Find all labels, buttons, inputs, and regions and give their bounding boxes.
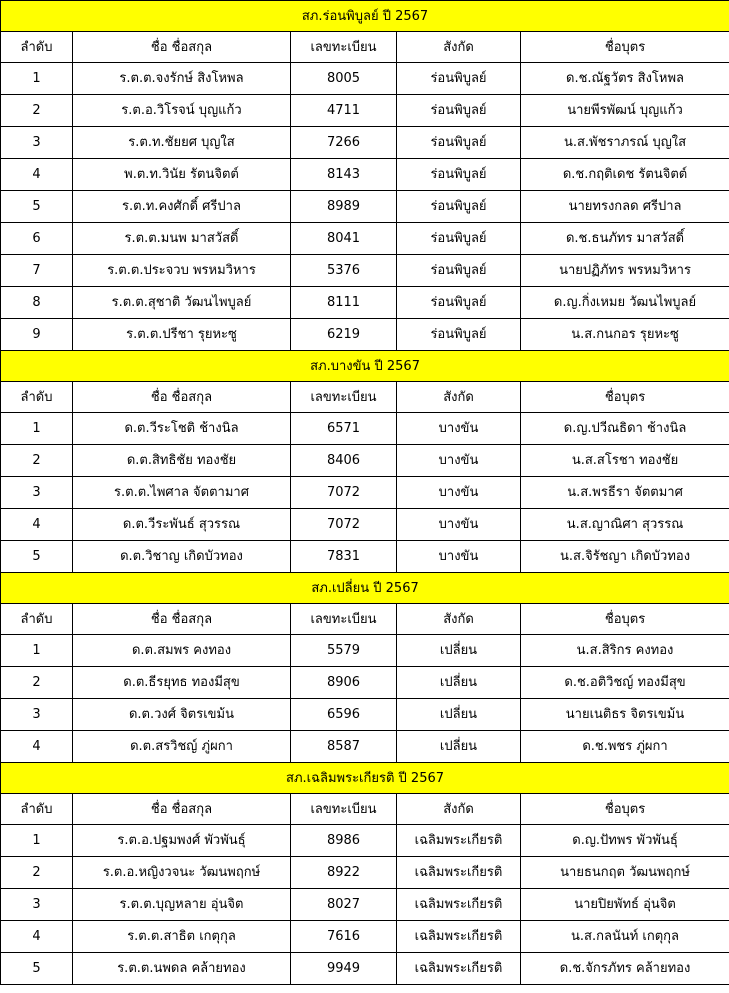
column-header-row	[1, 794, 729, 825]
cell-unit: เฉลิมพระเกียรติ	[397, 921, 521, 953]
cell-child-name: น.ส.พัชราภรณ์ บุญใส	[521, 127, 729, 159]
cell-reg-number: 6219	[291, 319, 397, 351]
column-header-row	[1, 382, 729, 413]
cell-name: ร.ต.อ.ปฐมพงศ์ พัวพันธุ์	[73, 825, 291, 857]
cell-name: ร.ต.ต.สุชาติ วัฒนไพบูลย์	[73, 287, 291, 319]
cell-reg-number: 8587	[291, 731, 397, 763]
table-row	[1, 127, 729, 159]
section-title: สภ.เปลี่ยน ปี 2567	[1, 573, 729, 604]
cell-reg-number: 8906	[291, 667, 397, 699]
cell-child-name: ด.ญ.ปวีณธิดา ช้างนิล	[521, 413, 729, 445]
cell-reg-number: 6596	[291, 699, 397, 731]
table-row	[1, 191, 729, 223]
cell-no: 4	[1, 731, 73, 763]
cell-child-name: น.ส.กลนันท์ เกตุกุล	[521, 921, 729, 953]
cell-reg-number: 7616	[291, 921, 397, 953]
column-header-no: ลำดับ	[1, 32, 73, 63]
cell-child-name: ด.ช.จักรภัทร คล้ายทอง	[521, 953, 729, 985]
cell-unit: บางขัน	[397, 541, 521, 573]
section-header	[1, 1, 729, 32]
cell-reg-number: 7266	[291, 127, 397, 159]
cell-child-name: น.ส.พรธีรา จัตตมาศ	[521, 477, 729, 509]
table-row	[1, 635, 729, 667]
cell-reg-number: 8005	[291, 63, 397, 95]
cell-name: ร.ต.ท.ชัยยศ บุญใส	[73, 127, 291, 159]
table-row	[1, 731, 729, 763]
cell-child-name: นายธนกฤต วัฒนพฤกษ์	[521, 857, 729, 889]
cell-reg-number: 8041	[291, 223, 397, 255]
cell-reg-number: 8143	[291, 159, 397, 191]
cell-name: ด.ต.วีระโชติ ช้างนิล	[73, 413, 291, 445]
cell-reg-number: 8986	[291, 825, 397, 857]
cell-no: 1	[1, 413, 73, 445]
cell-no: 2	[1, 95, 73, 127]
cell-name: ด.ต.วีระพันธ์ สุวรรณ	[73, 509, 291, 541]
column-header-no: ลำดับ	[1, 382, 73, 413]
table-body	[1, 1, 729, 985]
cell-no: 2	[1, 445, 73, 477]
cell-child-name: นายเนติธร จิตรเขม้น	[521, 699, 729, 731]
table-row	[1, 825, 729, 857]
cell-unit: ร่อนพิบูลย์	[397, 127, 521, 159]
cell-name: ร.ต.อ.วิโรจน์ บุญแก้ว	[73, 95, 291, 127]
cell-unit: ร่อนพิบูลย์	[397, 255, 521, 287]
cell-no: 3	[1, 889, 73, 921]
cell-child-name: ด.ช.ณัฐวัตร สิงโหพล	[521, 63, 729, 95]
table-row	[1, 667, 729, 699]
cell-unit: เปลี่ยน	[397, 699, 521, 731]
cell-no: 2	[1, 857, 73, 889]
cell-child-name: ด.ช.กฤติเดช รัตนจิตต์	[521, 159, 729, 191]
section-header	[1, 573, 729, 604]
cell-reg-number: 7072	[291, 509, 397, 541]
section-title: สภ.บางขัน ปี 2567	[1, 351, 729, 382]
cell-name: ด.ต.สิทธิชัย ทองชัย	[73, 445, 291, 477]
cell-child-name: ด.ญ.ปัทพร พัวพันธุ์	[521, 825, 729, 857]
table-row	[1, 477, 729, 509]
cell-reg-number: 5579	[291, 635, 397, 667]
column-header-reg: เลขทะเบียน	[291, 604, 397, 635]
column-header-name: ชื่อ ชื่อสกุล	[73, 604, 291, 635]
column-header-unit: สังกัด	[397, 32, 521, 63]
column-header-unit: สังกัด	[397, 794, 521, 825]
cell-no: 5	[1, 953, 73, 985]
cell-name: ร.ต.ต.นพดล คล้ายทอง	[73, 953, 291, 985]
cell-no: 4	[1, 921, 73, 953]
cell-unit: เฉลิมพระเกียรติ	[397, 953, 521, 985]
cell-unit: บางขัน	[397, 413, 521, 445]
cell-no: 5	[1, 191, 73, 223]
column-header-name: ชื่อ ชื่อสกุล	[73, 794, 291, 825]
cell-no: 1	[1, 825, 73, 857]
cell-child-name: นายพีรพัฒน์ บุญแก้ว	[521, 95, 729, 127]
cell-name: ร.ต.อ.หญิงวจนะ วัฒนพฤกษ์	[73, 857, 291, 889]
cell-reg-number: 8989	[291, 191, 397, 223]
column-header-unit: สังกัด	[397, 604, 521, 635]
cell-unit: เฉลิมพระเกียรติ	[397, 825, 521, 857]
column-header-child: ชื่อบุตร	[521, 604, 729, 635]
column-header-child: ชื่อบุตร	[521, 794, 729, 825]
cell-name: ด.ต.สมพร คงทอง	[73, 635, 291, 667]
cell-unit: เปลี่ยน	[397, 731, 521, 763]
column-header-reg: เลขทะเบียน	[291, 32, 397, 63]
table-row	[1, 699, 729, 731]
table-row	[1, 953, 729, 985]
cell-reg-number: 8111	[291, 287, 397, 319]
cell-name: ด.ต.วิชาญ เกิดบัวทอง	[73, 541, 291, 573]
cell-name: ร.ต.ต.บุญหลาย อุ่นจิต	[73, 889, 291, 921]
table-row	[1, 255, 729, 287]
cell-unit: บางขัน	[397, 445, 521, 477]
cell-unit: ร่อนพิบูลย์	[397, 159, 521, 191]
column-header-reg: เลขทะเบียน	[291, 382, 397, 413]
cell-unit: เฉลิมพระเกียรติ	[397, 857, 521, 889]
section-header	[1, 763, 729, 794]
cell-child-name: น.ส.กนกอร รุยหะซู	[521, 319, 729, 351]
table-row	[1, 413, 729, 445]
section-title: สภ.ร่อนพิบูลย์ ปี 2567	[1, 1, 729, 32]
cell-no: 2	[1, 667, 73, 699]
cell-child-name: ด.ช.ธนภัทร มาสวัสดิ์	[521, 223, 729, 255]
cell-name: ร.ต.ต.มนพ มาสวัสดิ์	[73, 223, 291, 255]
cell-name: ร.ต.ต.จงรักษ์ สิงโหพล	[73, 63, 291, 95]
table-row	[1, 223, 729, 255]
cell-unit: ร่อนพิบูลย์	[397, 63, 521, 95]
cell-child-name: น.ส.จิรัชญา เกิดบัวทอง	[521, 541, 729, 573]
cell-reg-number: 7072	[291, 477, 397, 509]
cell-reg-number: 6571	[291, 413, 397, 445]
column-header-name: ชื่อ ชื่อสกุล	[73, 32, 291, 63]
cell-child-name: นายปฏิภัทร พรหมวิหาร	[521, 255, 729, 287]
column-header-child: ชื่อบุตร	[521, 382, 729, 413]
table-row	[1, 287, 729, 319]
table-row	[1, 319, 729, 351]
section-header	[1, 351, 729, 382]
cell-no: 4	[1, 509, 73, 541]
column-header-child: ชื่อบุตร	[521, 32, 729, 63]
cell-unit: ร่อนพิบูลย์	[397, 223, 521, 255]
table-row	[1, 509, 729, 541]
cell-reg-number: 9949	[291, 953, 397, 985]
cell-name: พ.ต.ท.วินัย รัตนจิตต์	[73, 159, 291, 191]
table-row	[1, 541, 729, 573]
table-row	[1, 159, 729, 191]
cell-reg-number: 8027	[291, 889, 397, 921]
cell-child-name: ด.ช.อติวิชญ์ ทองมีสุข	[521, 667, 729, 699]
cell-name: ด.ต.ธีรยุทธ ทองมีสุข	[73, 667, 291, 699]
column-header-no: ลำดับ	[1, 794, 73, 825]
column-header-no: ลำดับ	[1, 604, 73, 635]
cell-no: 1	[1, 635, 73, 667]
cell-child-name: น.ส.ญาณิศา สุวรรณ	[521, 509, 729, 541]
cell-name: ร.ต.ท.คงศักดิ์ ศรีปาล	[73, 191, 291, 223]
section-title: สภ.เฉลิมพระเกียรติ ปี 2567	[1, 763, 729, 794]
cell-no: 1	[1, 63, 73, 95]
cell-no: 3	[1, 699, 73, 731]
cell-child-name: ด.ช.พชร ภู่ผกา	[521, 731, 729, 763]
cell-child-name: น.ส.สิริกร คงทอง	[521, 635, 729, 667]
cell-reg-number: 4711	[291, 95, 397, 127]
table-row	[1, 63, 729, 95]
cell-child-name: นายปิยพัทธ์ อุ่นจิต	[521, 889, 729, 921]
cell-unit: บางขัน	[397, 477, 521, 509]
cell-name: ด.ต.วงศ์ จิตรเขม้น	[73, 699, 291, 731]
cell-reg-number: 5376	[291, 255, 397, 287]
cell-unit: ร่อนพิบูลย์	[397, 95, 521, 127]
cell-child-name: ด.ญ.กิ่งเหมย วัฒนไพบูลย์	[521, 287, 729, 319]
cell-child-name: น.ส.สโรชา ทองชัย	[521, 445, 729, 477]
cell-child-name: นายทรงกลด ศรีปาล	[521, 191, 729, 223]
table-row	[1, 95, 729, 127]
cell-reg-number: 7831	[291, 541, 397, 573]
column-header-name: ชื่อ ชื่อสกุล	[73, 382, 291, 413]
cell-reg-number: 8922	[291, 857, 397, 889]
cell-unit: บางขัน	[397, 509, 521, 541]
cell-name: ร.ต.ต.ไพศาล จัตตามาศ	[73, 477, 291, 509]
cell-no: 6	[1, 223, 73, 255]
table-row	[1, 445, 729, 477]
cell-no: 4	[1, 159, 73, 191]
table-row	[1, 889, 729, 921]
cell-no: 3	[1, 477, 73, 509]
cell-no: 5	[1, 541, 73, 573]
column-header-row	[1, 604, 729, 635]
cell-name: ร.ต.ต.ปรีชา รุยหะซู	[73, 319, 291, 351]
cell-no: 3	[1, 127, 73, 159]
cell-no: 9	[1, 319, 73, 351]
cell-name: ร.ต.ต.สาธิต เกตุกุล	[73, 921, 291, 953]
cell-unit: เฉลิมพระเกียรติ	[397, 889, 521, 921]
table-row	[1, 857, 729, 889]
cell-unit: เปลี่ยน	[397, 635, 521, 667]
cell-no: 7	[1, 255, 73, 287]
table-row	[1, 921, 729, 953]
cell-unit: ร่อนพิบูลย์	[397, 191, 521, 223]
cell-no: 8	[1, 287, 73, 319]
column-header-reg: เลขทะเบียน	[291, 794, 397, 825]
cell-unit: ร่อนพิบูลย์	[397, 319, 521, 351]
column-header-row	[1, 32, 729, 63]
cell-name: ด.ต.สรวิชญ์ ภู่ผกา	[73, 731, 291, 763]
cell-unit: ร่อนพิบูลย์	[397, 287, 521, 319]
cell-reg-number: 8406	[291, 445, 397, 477]
cell-name: ร.ต.ต.ประจวบ พรหมวิหาร	[73, 255, 291, 287]
column-header-unit: สังกัด	[397, 382, 521, 413]
cell-unit: เปลี่ยน	[397, 667, 521, 699]
